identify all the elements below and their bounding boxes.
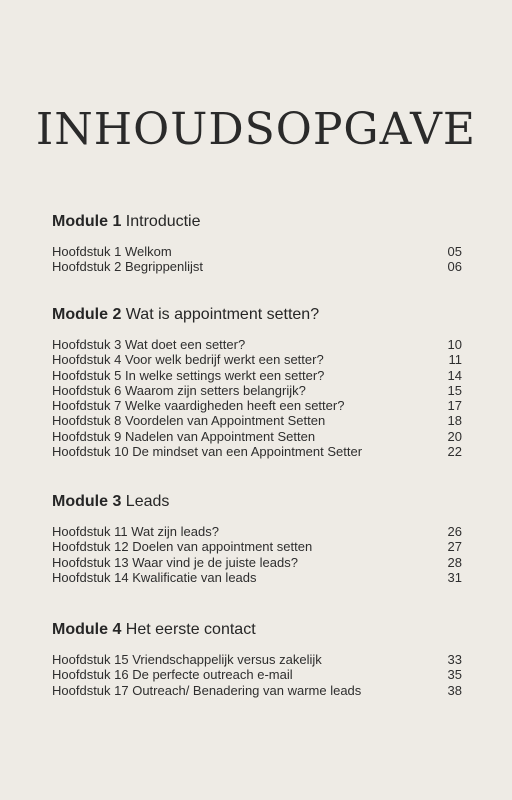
toc-entry[interactable] xyxy=(52,555,462,570)
chapter-title: Hoofdstuk 2 Begrippenlijst xyxy=(52,259,204,275)
module-heading xyxy=(52,305,462,325)
chapter-title: Hoofdstuk 3 Wat doet een setter? xyxy=(52,337,246,352)
chapter-title: Hoofdstuk 10 De mindset van een Appointment Setter xyxy=(52,444,363,460)
toc-entry[interactable] xyxy=(52,413,462,428)
module-name: Introductie xyxy=(125,213,201,230)
page-number: 11 xyxy=(448,352,462,368)
toc-entry[interactable] xyxy=(52,352,462,367)
page-number: 33 xyxy=(447,652,462,667)
page-number: 15 xyxy=(447,382,462,398)
page-number: 05 xyxy=(447,244,462,259)
chapter-title: Hoofdstuk 14 Kwalificatie van leads xyxy=(52,569,257,585)
module-4-section xyxy=(52,620,462,698)
page-number: 17 xyxy=(447,398,462,414)
module-2-section xyxy=(52,305,462,459)
toc-entry[interactable] xyxy=(52,652,462,667)
chapter-title: Hoofdstuk 9 Nadelen van Appointment Setten xyxy=(52,428,316,444)
page-number: 18 xyxy=(447,413,462,429)
module-heading xyxy=(52,492,462,512)
page-number: 06 xyxy=(447,259,462,275)
module-name: Leads xyxy=(125,493,170,510)
chapter-title: Hoofdstuk 11 Wat zijn leads? xyxy=(52,524,219,539)
page-number: 35 xyxy=(447,667,462,683)
toc-entry[interactable] xyxy=(52,539,462,554)
module-heading xyxy=(52,620,462,640)
page-number: 31 xyxy=(447,569,462,585)
module-name: Het eerste contact xyxy=(125,621,256,638)
page-number: 26 xyxy=(447,524,462,539)
chapter-title: Hoofdstuk 13 Waar vind je de juiste leads? xyxy=(52,554,298,570)
toc-entry[interactable] xyxy=(52,444,462,459)
toc-entry[interactable] xyxy=(52,337,462,352)
chapter-title: Hoofdstuk 12 Doelen van appointment setten xyxy=(52,539,313,555)
module-heading xyxy=(52,212,462,232)
module-3-section xyxy=(52,492,462,585)
page-number: 22 xyxy=(447,444,462,460)
toc-entry[interactable] xyxy=(52,429,462,444)
module-name: Wat is appointment setten? xyxy=(125,306,320,323)
chapter-title: Hoofdstuk 5 In welke settings werkt een setter? xyxy=(52,367,325,383)
module-label: Module 4 xyxy=(52,621,122,638)
chapter-title: Hoofdstuk 6 Waarom zijn setters belangrijk? xyxy=(52,382,306,398)
module-label: Module 3 xyxy=(52,493,122,510)
page-number: 28 xyxy=(447,554,462,570)
toc-entry[interactable] xyxy=(52,244,462,259)
page-number: 10 xyxy=(447,337,462,352)
page-number: 20 xyxy=(447,428,462,444)
chapter-title: Hoofdstuk 7 Welke vaardigheden heeft een setter? xyxy=(52,398,345,414)
toc-entry[interactable] xyxy=(52,524,462,539)
page-number: 14 xyxy=(447,367,462,383)
chapter-title: Hoofdstuk 1 Welkom xyxy=(52,244,172,259)
module-label: Module 1 xyxy=(52,213,122,230)
chapter-title: Hoofdstuk 15 Vriendschappelijk versus zakelijk xyxy=(52,652,322,667)
toc-entry[interactable] xyxy=(52,683,462,698)
module-label: Module 2 xyxy=(52,306,122,323)
toc-entry[interactable] xyxy=(52,259,462,274)
page-number: 27 xyxy=(447,539,462,555)
chapter-title: Hoofdstuk 4 Voor welk bedrijf werkt een setter? xyxy=(52,352,324,368)
chapter-title: Hoofdstuk 16 De perfecte outreach e-mail xyxy=(52,667,293,683)
page-number: 38 xyxy=(447,682,462,698)
chapter-title: Hoofdstuk 8 Voordelen van Appointment Setten xyxy=(52,413,326,429)
chapter-title: Hoofdstuk 17 Outreach/ Benadering van warme leads xyxy=(52,682,362,698)
page-title: INHOUDSOPGAVE xyxy=(35,104,477,155)
toc-entry[interactable] xyxy=(52,383,462,398)
toc-entry[interactable] xyxy=(52,368,462,383)
toc-entry[interactable] xyxy=(52,667,462,682)
module-1-section xyxy=(52,212,462,275)
toc-entry[interactable] xyxy=(52,570,462,585)
toc-entry[interactable] xyxy=(52,398,462,413)
